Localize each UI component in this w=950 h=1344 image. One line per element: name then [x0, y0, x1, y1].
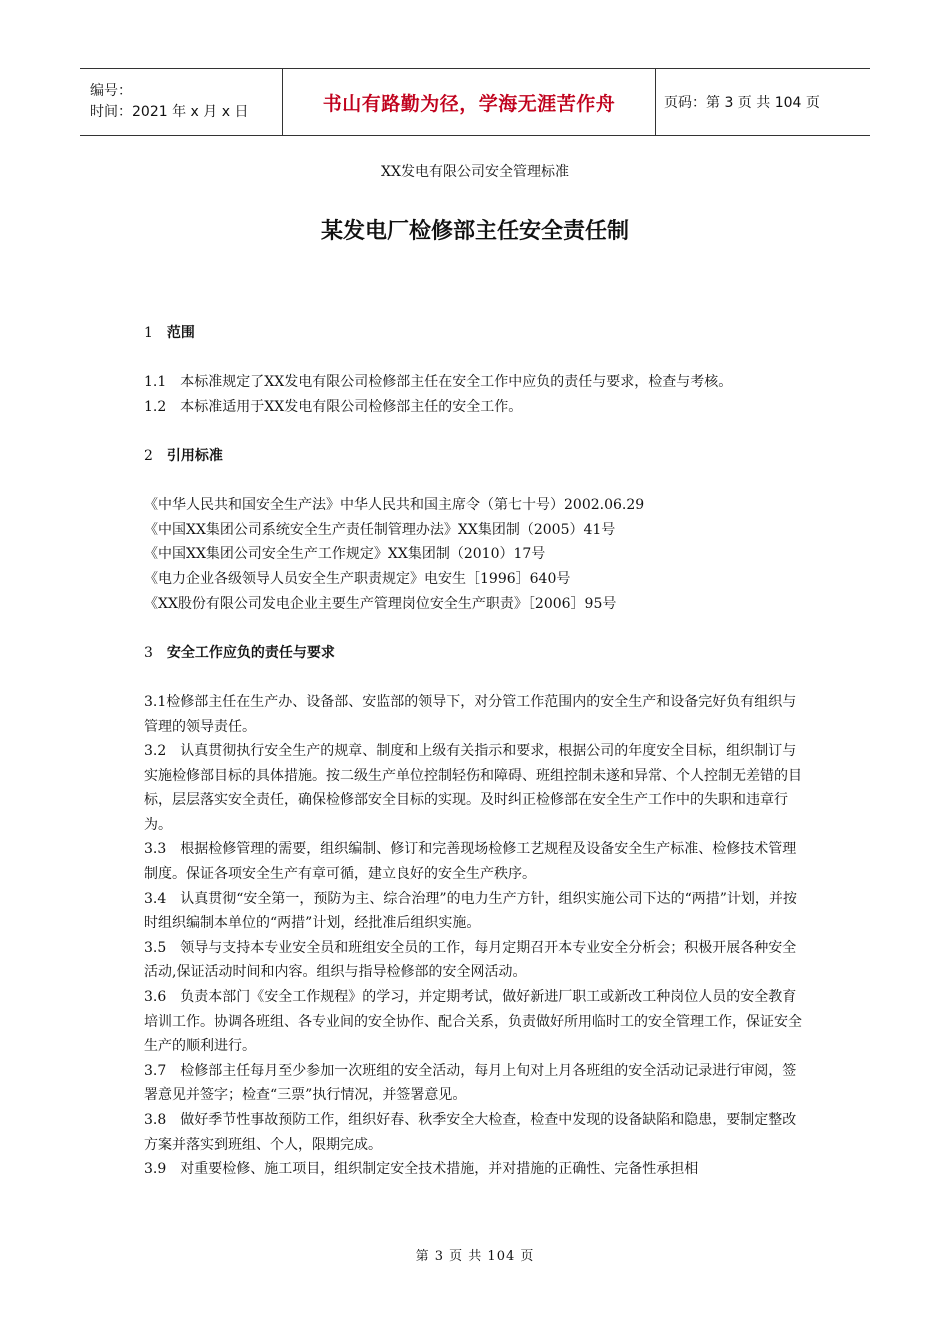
- document-body: [144, 321, 810, 1182]
- paragraph: 3.2 认真贯彻执行安全生产的规章、制度和上级有关指示和要求，根据公司的年度安全目标，组织制订与实施检修部目标的具体措施。按二级生产单位控制轻伤和障碍、班组控制未遂和异常、个人控制无差错的目标，层层落实安全责任，确保检修部安全目标的实现。及时纠正检修部在安全生产工作中的失职和违章行为。: [144, 743, 802, 833]
- document-title: 某发电厂检修部主任安全责任制: [320, 219, 629, 244]
- paragraph: 3.4 认真贯彻“安全第一，预防为主、综合治理”的电力生产方针，组织实施公司下达的“两措”计划，并按时组织编制本单位的“两措”计划，经批准后组织实施。: [144, 890, 797, 932]
- section-heading: [144, 641, 810, 666]
- paragraph: 3.7 检修部主任每月至少参加一次班组的安全活动，每月上旬对上月各班组的安全活动记录进行审阅，签署意见并签字；检查“三票”执行情况，并签署意见。: [144, 1062, 797, 1104]
- page-header: [80, 68, 870, 136]
- section-title: 范围: [166, 325, 195, 341]
- document-date: 时间：2021 年 x 月 x 日: [90, 104, 249, 120]
- reference-item: 《电力企业各级领导人员安全生产职责规定》电安生［1996］640号: [144, 570, 571, 587]
- paragraph: 3.8 做好季节性事故预防工作，组织好春、秋季安全大检查，检查中发现的设备缺陷和隐患，要制定整改方案并落实到班组、个人，限期完成。: [144, 1112, 797, 1153]
- page-footer: 第 3 页 共 104 页: [415, 1249, 535, 1264]
- reference-item: 《中华人民共和国安全生产法》中华人民共和国主席令（第七十号）2002.06.29: [144, 497, 645, 514]
- paragraph: 3.9 对重要检修、施工项目，组织制定安全技术措施，并对措施的正确性、完备性承担相: [144, 1161, 699, 1178]
- header-meta: [80, 69, 282, 135]
- section-number: 3: [144, 644, 153, 661]
- reference-item: 《中国XX集团公司安全生产工作规定》XX集团制（2010）17号: [144, 546, 546, 563]
- reference-item: 《中国XX集团公司系统安全生产责任制管理办法》XX集团制（2005）41号: [144, 521, 616, 538]
- paragraph: 1.2 本标准适用于XX发电有限公司检修部主任的安全工作。: [144, 398, 523, 415]
- section-number: 2: [144, 447, 153, 464]
- paragraph: 3.5 领导与支持本专业安全员和班组安全员的工作，每月定期召开本专业安全分析会；积极开展各种安全活动,保证活动时间和内容。组织与指导检修部的安全网活动。: [144, 939, 797, 981]
- paragraph: 3.6 负责本部门《安全工作规程》的学习，并定期考试，做好新进厂职工或新改工种岗位人员的安全教育培训工作。协调各班组、各专业间的安全协作、配合关系，负责做好所用临时工的安全管理工作，保证安全生产的顺利进行。: [144, 989, 802, 1055]
- reference-item: 《XX股份有限公司发电企业主要生产管理岗位安全生产职责》［2006］95号: [144, 595, 617, 612]
- header-motto: 书山有路勤为径，学海无涯苦作舟: [322, 92, 616, 115]
- header-page-info: 页码：第 3 页 共 104 页: [664, 95, 820, 111]
- section-heading: [144, 444, 810, 469]
- document-number-label: 编号：: [90, 83, 132, 99]
- section-title: 引用标准: [166, 447, 223, 464]
- paragraph: 3.1检修部主任在生产办、设备部、安监部的领导下，对分管工作范围内的安全生产和设备完好负有组织与管理的领导责任。: [144, 693, 797, 735]
- header-motto-cell: [282, 69, 656, 135]
- section-heading: [144, 321, 810, 346]
- document-subtitle: XX发电有限公司安全管理标准: [381, 164, 569, 180]
- section-title: 安全工作应负的责任与要求: [166, 644, 335, 661]
- section-number: 1: [144, 325, 153, 341]
- paragraph: 3.3 根据检修管理的需要，组织编制、修订和完善现场检修工艺规程及设备安全生产标准、检修技术管理制度。保证各项安全生产有章可循，建立良好的安全生产秩序。: [144, 841, 797, 883]
- paragraph: 1.1 本标准规定了XX发电有限公司检修部主任在安全工作中应负的责任与要求，检查与考核。: [144, 374, 733, 391]
